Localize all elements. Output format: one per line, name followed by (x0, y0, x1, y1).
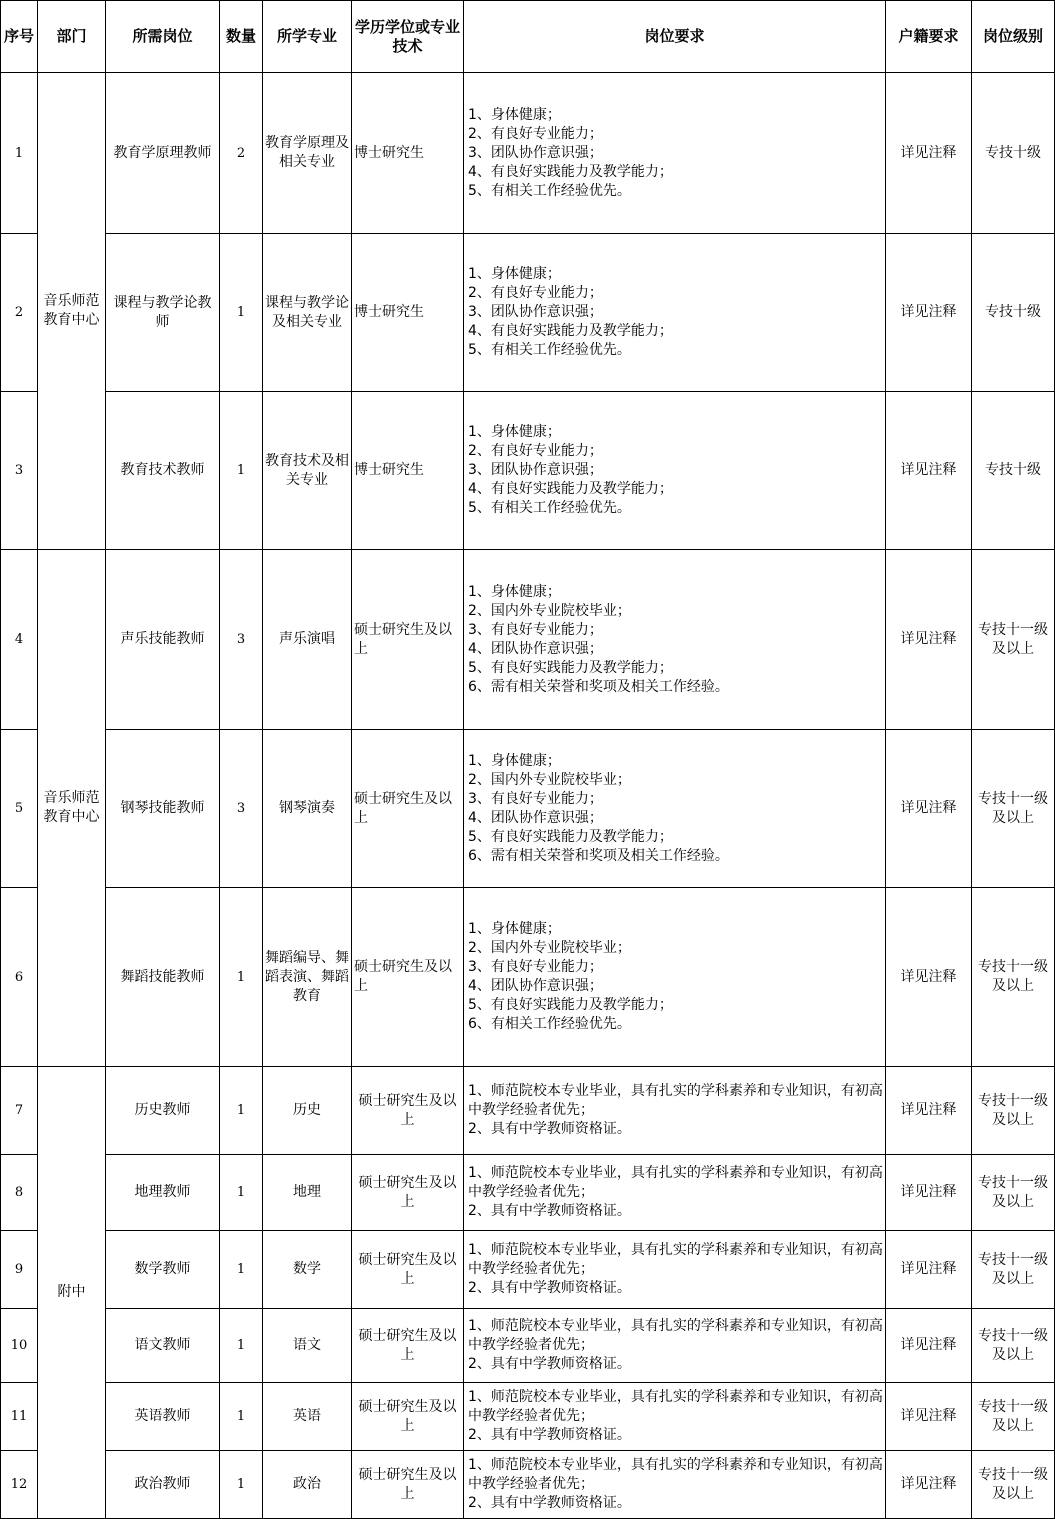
cell-post: 教育学原理教师 (106, 73, 220, 234)
cell-post: 数学教师 (106, 1231, 220, 1309)
cell-hukou: 详见注释 (886, 1451, 972, 1519)
header-major: 所学专业 (263, 1, 352, 73)
cell-edu: 硕士研究生及以上 (352, 1067, 464, 1155)
header-dept: 部门 (38, 1, 106, 73)
header-level: 岗位级别 (972, 1, 1055, 73)
header-edu: 学历学位或专业技术 (352, 1, 464, 73)
header-row (1, 1, 1055, 73)
cell-dept: 附中 (38, 1067, 106, 1519)
cell-level: 专技十级 (972, 73, 1055, 234)
cell-level: 专技十一级及以上 (972, 730, 1055, 888)
cell-count: 2 (220, 73, 263, 234)
cell-seq: 6 (1, 888, 38, 1067)
cell-count: 1 (220, 888, 263, 1067)
table-row (1, 550, 1055, 730)
cell-major: 英语 (263, 1383, 352, 1451)
cell-level: 专技十一级及以上 (972, 1309, 1055, 1383)
cell-count: 1 (220, 234, 263, 392)
cell-edu: 硕士研究生及以上 (352, 730, 464, 888)
cell-seq: 9 (1, 1231, 38, 1309)
cell-count: 3 (220, 730, 263, 888)
cell-edu: 硕士研究生及以上 (352, 888, 464, 1067)
cell-edu: 硕士研究生及以上 (352, 1383, 464, 1451)
cell-level: 专技十一级及以上 (972, 1155, 1055, 1231)
cell-count: 3 (220, 550, 263, 730)
header-hukou: 户籍要求 (886, 1, 972, 73)
cell-edu: 硕士研究生及以上 (352, 1155, 464, 1231)
cell-post: 教育技术教师 (106, 392, 220, 550)
cell-dept: 音乐师范教育中心 (38, 73, 106, 550)
table-row (1, 1155, 1055, 1231)
table-row (1, 1231, 1055, 1309)
cell-hukou: 详见注释 (886, 392, 972, 550)
cell-post: 英语教师 (106, 1383, 220, 1451)
header-req: 岗位要求 (464, 1, 886, 73)
cell-level: 专技十级 (972, 234, 1055, 392)
cell-hukou: 详见注释 (886, 1383, 972, 1451)
cell-req: 1、身体健康； 2、有良好专业能力； 3、团队协作意识强； 4、有良好实践能力及教学能力； 5、有相关工作经验优先。 (464, 392, 886, 550)
cell-major: 舞蹈编导、舞蹈表演、舞蹈教育 (263, 888, 352, 1067)
header-count: 数量 (220, 1, 263, 73)
table-row (1, 1067, 1055, 1155)
cell-hukou: 详见注释 (886, 550, 972, 730)
cell-level: 专技十一级及以上 (972, 1383, 1055, 1451)
cell-req: 1、师范院校本专业毕业，具有扎实的学科素养和专业知识，有初高中教学经验者优先； 2、具有中学教师资格证。 (464, 1231, 886, 1309)
cell-post: 语文教师 (106, 1309, 220, 1383)
cell-major: 语文 (263, 1309, 352, 1383)
cell-post: 政治教师 (106, 1451, 220, 1519)
cell-count: 1 (220, 1383, 263, 1451)
cell-hukou: 详见注释 (886, 1231, 972, 1309)
table-row (1, 73, 1055, 234)
cell-hukou: 详见注释 (886, 73, 972, 234)
cell-post: 历史教师 (106, 1067, 220, 1155)
cell-req: 1、身体健康； 2、国内外专业院校毕业； 3、有良好专业能力； 4、团队协作意识强； 5、有良好实践能力及教学能力； 6、需有相关荣誉和奖项及相关工作经验。 (464, 730, 886, 888)
header-seq: 序号 (1, 1, 38, 73)
cell-hukou: 详见注释 (886, 730, 972, 888)
cell-post: 舞蹈技能教师 (106, 888, 220, 1067)
cell-level: 专技十一级及以上 (972, 888, 1055, 1067)
cell-req: 1、师范院校本专业毕业，具有扎实的学科素养和专业知识，有初高中教学经验者优先； 2、具有中学教师资格证。 (464, 1451, 886, 1519)
cell-count: 1 (220, 392, 263, 550)
cell-hukou: 详见注释 (886, 888, 972, 1067)
table-row (1, 730, 1055, 888)
cell-hukou: 详见注释 (886, 1067, 972, 1155)
table-row (1, 392, 1055, 550)
table-row (1, 234, 1055, 392)
cell-edu: 硕士研究生及以上 (352, 1309, 464, 1383)
cell-req: 1、师范院校本专业毕业，具有扎实的学科素养和专业知识，有初高中教学经验者优先； 2、具有中学教师资格证。 (464, 1383, 886, 1451)
cell-count: 1 (220, 1067, 263, 1155)
cell-hukou: 详见注释 (886, 1155, 972, 1231)
cell-major: 教育学原理及相关专业 (263, 73, 352, 234)
cell-post: 声乐技能教师 (106, 550, 220, 730)
cell-req: 1、师范院校本专业毕业，具有扎实的学科素养和专业知识，有初高中教学经验者优先； 2、具有中学教师资格证。 (464, 1309, 886, 1383)
cell-major: 数学 (263, 1231, 352, 1309)
cell-level: 专技十一级及以上 (972, 1451, 1055, 1519)
table-row (1, 888, 1055, 1067)
cell-count: 1 (220, 1231, 263, 1309)
cell-major: 教育技术及相关专业 (263, 392, 352, 550)
cell-level: 专技十一级及以上 (972, 1231, 1055, 1309)
cell-hukou: 详见注释 (886, 1309, 972, 1383)
cell-level: 专技十级 (972, 392, 1055, 550)
cell-seq: 7 (1, 1067, 38, 1155)
cell-seq: 2 (1, 234, 38, 392)
cell-level: 专技十一级及以上 (972, 1067, 1055, 1155)
cell-count: 1 (220, 1155, 263, 1231)
cell-major: 声乐演唱 (263, 550, 352, 730)
header-post: 所需岗位 (106, 1, 220, 73)
table-row (1, 1383, 1055, 1451)
cell-seq: 1 (1, 73, 38, 234)
cell-seq: 8 (1, 1155, 38, 1231)
cell-major: 历史 (263, 1067, 352, 1155)
cell-count: 1 (220, 1309, 263, 1383)
cell-req: 1、师范院校本专业毕业，具有扎实的学科素养和专业知识，有初高中教学经验者优先； 2、具有中学教师资格证。 (464, 1155, 886, 1231)
cell-seq: 5 (1, 730, 38, 888)
cell-hukou: 详见注释 (886, 234, 972, 392)
cell-seq: 10 (1, 1309, 38, 1383)
cell-edu: 硕士研究生及以上 (352, 1231, 464, 1309)
cell-major: 地理 (263, 1155, 352, 1231)
cell-major: 课程与教学论及相关专业 (263, 234, 352, 392)
cell-edu: 博士研究生 (352, 392, 464, 550)
cell-seq: 4 (1, 550, 38, 730)
cell-post: 钢琴技能教师 (106, 730, 220, 888)
cell-major: 政治 (263, 1451, 352, 1519)
cell-edu: 博士研究生 (352, 234, 464, 392)
cell-post: 课程与教学论教师 (106, 234, 220, 392)
cell-level: 专技十一级及以上 (972, 550, 1055, 730)
cell-req: 1、身体健康； 2、国内外专业院校毕业； 3、有良好专业能力； 4、团队协作意识强； 5、有良好实践能力及教学能力； 6、需有相关荣誉和奖项及相关工作经验。 (464, 550, 886, 730)
cell-dept: 音乐师范教育中心 (38, 550, 106, 1067)
cell-req: 1、身体健康； 2、国内外专业院校毕业； 3、有良好专业能力； 4、团队协作意识强； 5、有良好实践能力及教学能力； 6、有相关工作经验优先。 (464, 888, 886, 1067)
cell-seq: 11 (1, 1383, 38, 1451)
cell-edu: 硕士研究生及以上 (352, 1451, 464, 1519)
cell-post: 地理教师 (106, 1155, 220, 1231)
cell-edu: 硕士研究生及以上 (352, 550, 464, 730)
cell-count: 1 (220, 1451, 263, 1519)
cell-seq: 12 (1, 1451, 38, 1519)
cell-req: 1、身体健康； 2、有良好专业能力； 3、团队协作意识强； 4、有良好实践能力及教学能力； 5、有相关工作经验优先。 (464, 73, 886, 234)
cell-edu: 博士研究生 (352, 73, 464, 234)
cell-major: 钢琴演奏 (263, 730, 352, 888)
cell-req: 1、师范院校本专业毕业，具有扎实的学科素养和专业知识，有初高中教学经验者优先； 2、具有中学教师资格证。 (464, 1067, 886, 1155)
cell-seq: 3 (1, 392, 38, 550)
cell-req: 1、身体健康； 2、有良好专业能力； 3、团队协作意识强； 4、有良好实践能力及教学能力； 5、有相关工作经验优先。 (464, 234, 886, 392)
table-row (1, 1309, 1055, 1383)
table-row (1, 1451, 1055, 1519)
